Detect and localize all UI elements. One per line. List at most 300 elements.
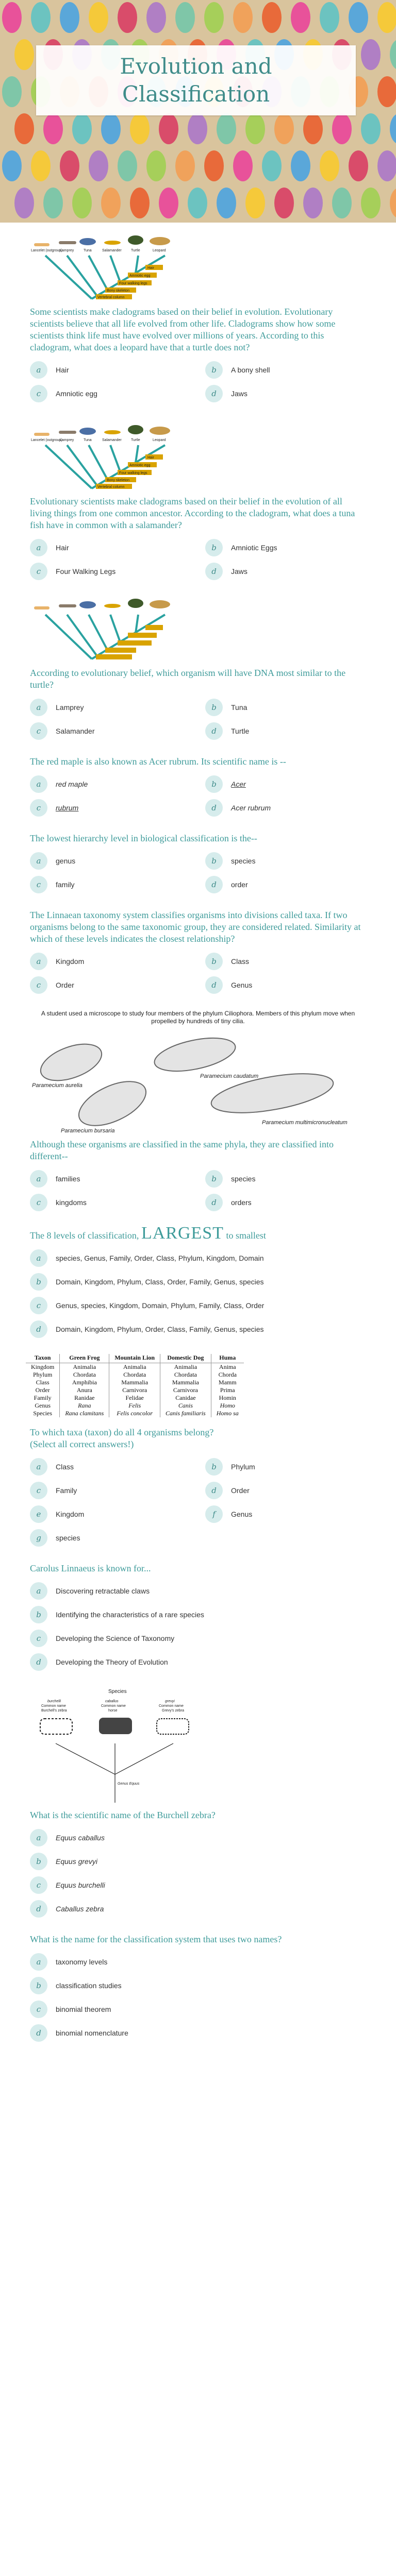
- q11-answer-d[interactable]: [30, 1900, 365, 1918]
- answer-text: species: [231, 857, 256, 865]
- choice-badge: d: [30, 1320, 47, 1338]
- clado1-label-3: Salamander: [102, 249, 122, 252]
- polka-dot: [2, 76, 22, 107]
- polka-dot: [31, 150, 51, 181]
- polka-dot: [89, 150, 108, 181]
- paramecium-label-multimicronucleatum: Paramecium multimicronucleatum: [262, 1120, 348, 1126]
- q1-answers: [30, 361, 366, 403]
- clado2-label-0: Lancelet (outgroup): [31, 438, 62, 442]
- answer-text: species: [56, 1534, 80, 1542]
- table-row: [26, 1371, 244, 1379]
- species-common-name-3: Grevy's zebra: [162, 1709, 184, 1713]
- species-common-label-3: Common name: [159, 1704, 184, 1708]
- clado2-label-3: Salamander: [102, 438, 122, 442]
- choice-badge: b: [30, 1977, 47, 1994]
- polka-dot: [14, 113, 34, 144]
- species-common-name-2: horse: [108, 1709, 118, 1713]
- answer-text: Equus burchelli: [56, 1881, 105, 1889]
- polka-dot: [233, 2, 253, 33]
- answer-text: Class: [231, 957, 250, 965]
- answer-text: Class: [56, 1463, 74, 1471]
- answer-text: Order: [56, 981, 74, 989]
- answer-text: orders: [231, 1198, 252, 1207]
- q11-answer-c[interactable]: [30, 1876, 365, 1894]
- table-cell: Mammalia: [109, 1379, 160, 1386]
- answer-text: red maple: [56, 780, 88, 788]
- choice-badge: a: [30, 1170, 47, 1188]
- q6-answer-d[interactable]: [205, 976, 365, 994]
- answer-text: Amniotic Eggs: [231, 544, 277, 552]
- taxonomy-header: Taxon: [26, 1354, 60, 1363]
- polka-dot: [303, 113, 323, 144]
- choice-badge: c: [30, 563, 47, 580]
- q4-answer-a[interactable]: [30, 775, 205, 793]
- polka-dot: [390, 188, 396, 218]
- choice-badge: b: [205, 852, 223, 870]
- q9-answer-c[interactable]: [30, 1481, 205, 1500]
- polka-dot: [303, 188, 323, 218]
- answer-text: Phylum: [231, 1463, 255, 1471]
- paramecium-aurelia-drawing: [36, 1037, 106, 1088]
- choice-badge: g: [30, 1529, 47, 1547]
- table-cell: Chordata: [109, 1371, 160, 1379]
- organism-icons: [34, 235, 170, 246]
- table-cell: Carnivora: [160, 1386, 211, 1394]
- choice-badge: c: [30, 799, 47, 817]
- q2-answer-a[interactable]: [30, 538, 205, 557]
- choice-badge: c: [30, 976, 47, 994]
- q6-answer-b[interactable]: [205, 952, 365, 971]
- table-cell: Amphibia: [60, 1379, 109, 1386]
- answer-text: Developing the Science of Taxonomy: [56, 1634, 175, 1642]
- lamprey-icon: [59, 431, 76, 434]
- choice-badge: a: [30, 1829, 47, 1846]
- q9-answer-b[interactable]: [205, 1458, 365, 1476]
- q2-answers: [30, 538, 366, 581]
- answer-text: Acer: [231, 780, 246, 788]
- lancelet-icon: [34, 433, 50, 436]
- q8-answer-c[interactable]: [30, 1296, 365, 1315]
- q2-prompt: Evolutionary scientists make cladograms based on their belief in the evolution of all living things from one common ancestor. According to the cladogram, what does a tuna fish have in common with a salamander?: [30, 496, 355, 530]
- species-sci-caballus: caballus: [105, 1700, 119, 1703]
- q8-answer-d[interactable]: [30, 1320, 365, 1338]
- answer-text: Genus: [231, 1510, 253, 1518]
- table-cell: Prima: [211, 1386, 244, 1394]
- table-cell: Canidae: [160, 1394, 211, 1402]
- choice-badge: d: [30, 1653, 47, 1671]
- choice-badge: c: [30, 722, 47, 740]
- clado1-label-1: Lamprey: [60, 249, 74, 252]
- table-cell: Felidae: [109, 1394, 160, 1402]
- polka-dot: [130, 188, 150, 218]
- q12-answer-c[interactable]: [30, 2000, 365, 2019]
- q8-prompt: [30, 1224, 366, 1243]
- q8-answer-a[interactable]: [30, 1249, 365, 1267]
- clado2-trait-1: Amniotic egg: [129, 464, 151, 467]
- choice-badge: d: [205, 1482, 223, 1499]
- answer-text: genus: [56, 857, 76, 865]
- taxonomy-header-row: [26, 1354, 244, 1363]
- table-cell: Rana: [60, 1402, 109, 1410]
- q9-answer-e[interactable]: [30, 1505, 205, 1523]
- answer-text: Developing the Theory of Evolution: [56, 1658, 168, 1666]
- taxonomy-table: [26, 1354, 244, 1417]
- page-title-line-2: Classification: [122, 81, 270, 107]
- choice-badge: a: [30, 1458, 47, 1476]
- answer-text: Tuna: [231, 703, 248, 711]
- table-cell: Mamm: [211, 1379, 244, 1386]
- polka-dot: [146, 2, 166, 33]
- clado1-label-5: Leopard: [153, 249, 166, 252]
- choice-badge: d: [30, 2024, 47, 2042]
- answer-text: binomial nomenclature: [56, 2029, 128, 2037]
- q4-answers: [30, 775, 366, 817]
- answer-text: Discovering retractable claws: [56, 1587, 150, 1595]
- answer-text: Equus caballus: [56, 1834, 105, 1842]
- q6-answer-a[interactable]: [30, 952, 205, 971]
- q2-answer-b[interactable]: [205, 538, 365, 557]
- lamprey-icon: [59, 604, 76, 607]
- q3-answer-b[interactable]: [205, 698, 365, 717]
- q12-answer-d[interactable]: [30, 2024, 365, 2042]
- answer-text: Identifying the characteristics of a rare species: [56, 1611, 204, 1619]
- q12-answer-a[interactable]: [30, 1953, 365, 1971]
- answer-text: Kingdom: [56, 957, 85, 965]
- polka-dot: [274, 188, 294, 218]
- q2-answer-c[interactable]: [30, 562, 205, 581]
- leopard-icon: [150, 600, 170, 608]
- q10-prompt: Carolus Linnaeus is known for...: [30, 1563, 151, 1573]
- polka-dot: [361, 188, 381, 218]
- q7-prompt: Although these organisms are classified in the same phyla, they are classified into different--: [30, 1139, 334, 1161]
- q7-answer-b[interactable]: [205, 1170, 365, 1188]
- answer-text: Family: [56, 1486, 77, 1495]
- polka-dot: [188, 113, 207, 144]
- turtle-icon: [128, 599, 143, 608]
- choice-badge: d: [205, 385, 223, 402]
- answer-text: Amniotic egg: [56, 389, 97, 398]
- table-cell: Ranidae: [60, 1394, 109, 1402]
- q7-answer-a[interactable]: [30, 1170, 205, 1188]
- q4-answer-b[interactable]: [205, 775, 365, 793]
- burchells-zebra-icon: [40, 1719, 72, 1734]
- choice-badge: a: [30, 953, 47, 970]
- q6-prompt: The Linnaean taxonomy system classifies organisms into divisions called taxa. If two organisms belong to the same taxonomic group, they are considered related. Similarity at which of these levels indicates the closest relationship?: [30, 910, 361, 944]
- answer-text: Jaws: [231, 389, 248, 398]
- header-banner: [0, 0, 396, 223]
- q9-answer-a[interactable]: [30, 1458, 205, 1476]
- q1-answer-a[interactable]: [30, 361, 205, 379]
- table-cell: Chordata: [60, 1371, 109, 1379]
- table-cell: Felis: [109, 1402, 160, 1410]
- q8-prompt-post: to smallest: [223, 1230, 266, 1241]
- polka-dot: [60, 2, 79, 33]
- polka-dot: [349, 2, 368, 33]
- polka-dot: [291, 2, 310, 33]
- q12-answer-b[interactable]: [30, 1976, 365, 1995]
- q10-answer-b[interactable]: [30, 1605, 365, 1624]
- choice-badge: c: [30, 1482, 47, 1499]
- paramecium-figure: [30, 1031, 365, 1134]
- horse-icon: [99, 1718, 132, 1734]
- choice-badge: d: [205, 1194, 223, 1211]
- equus-species-figure: [30, 1687, 200, 1805]
- choice-badge: b: [205, 775, 223, 793]
- answer-text: Hair: [56, 544, 69, 552]
- q4-answer-c[interactable]: [30, 799, 205, 817]
- polka-dot: [217, 188, 236, 218]
- choice-badge: a: [30, 1953, 47, 1971]
- choice-badge: b: [30, 1273, 47, 1291]
- polka-dot: [101, 188, 121, 218]
- organism-icons: [34, 425, 170, 436]
- clado1-trait-1: Amniotic egg: [129, 274, 151, 278]
- table-cell: Chorda: [211, 1371, 244, 1379]
- table-cell: Species: [33, 1410, 52, 1417]
- choice-badge: a: [30, 852, 47, 870]
- polka-dot: [101, 113, 121, 144]
- table-cell: Anima: [211, 1363, 244, 1371]
- paramecium-label-aurelia: Paramecium aurelia: [32, 1082, 82, 1089]
- table-row: [26, 1410, 244, 1417]
- q1-prompt: Some scientists make cladograms based on their belief in evolution. Evolutionary scientists believe that all life evolved from other life. Cladograms show how some scientists think life must have evolved over millions of years. According to this cladogram, what does a leopard have that a turtle does not?: [30, 307, 336, 352]
- polka-dot: [361, 113, 381, 144]
- q8-prompt-big: LARGEST: [141, 1224, 224, 1243]
- polka-dot: [72, 188, 92, 218]
- polka-dot: [390, 113, 396, 144]
- answer-text: taxonomy levels: [56, 1958, 108, 1966]
- polka-dot: [349, 150, 368, 181]
- answer-text: rubrum: [56, 804, 79, 812]
- q8-answer-b[interactable]: [30, 1273, 365, 1291]
- grevys-zebra-icon: [157, 1719, 189, 1734]
- organism-icons: [34, 599, 170, 609]
- q10-answer-c[interactable]: [30, 1629, 365, 1648]
- table-cell: Canis familiaris: [160, 1410, 211, 1417]
- q11-prompt: What is the scientific name of the Burchell zebra?: [30, 1810, 216, 1820]
- q9-prompt-line-2: (Select all correct answers!): [30, 1439, 134, 1449]
- answer-text: kingdoms: [56, 1198, 87, 1207]
- cladogram-figure-2: [30, 418, 200, 492]
- answer-text: Domain, Kingdom, Phylum, Order, Class, Family, Genus, species: [56, 1325, 264, 1333]
- q2-answer-d[interactable]: [205, 562, 365, 581]
- table-cell: Homo: [211, 1402, 244, 1410]
- polka-dot: [146, 150, 166, 181]
- species-common-name-1: Burchell's zebra: [41, 1709, 67, 1713]
- polka-dot: [2, 2, 22, 33]
- species-sci-burchelli: burchelli: [47, 1700, 61, 1703]
- equid-silhouettes: [40, 1718, 189, 1734]
- q10-answers: [30, 1582, 366, 1671]
- choice-badge: a: [30, 539, 47, 556]
- clado1-trait-3: Bony skeleton: [107, 289, 129, 293]
- polka-dot: [60, 150, 79, 181]
- answer-text: family: [56, 880, 75, 889]
- choice-badge: a: [30, 775, 47, 793]
- clado2-trait-3: Bony skeleton: [107, 479, 129, 482]
- q12-prompt: What is the name for the classification system that uses two names?: [30, 1934, 282, 1944]
- species-common-label-1: Common name: [41, 1704, 66, 1708]
- choice-badge: c: [30, 1876, 47, 1894]
- q9-answer-g[interactable]: [30, 1529, 205, 1547]
- q5-answer-d[interactable]: [205, 875, 365, 894]
- choice-badge: d: [205, 799, 223, 817]
- tuna-icon: [79, 238, 96, 245]
- polka-dot: [291, 150, 310, 181]
- clado1-trait-0: Hair: [147, 266, 154, 270]
- table-cell: Class: [36, 1379, 50, 1386]
- polka-dot: [233, 150, 253, 181]
- table-cell: Animalia: [60, 1363, 109, 1371]
- clado1-label-4: Turtle: [131, 249, 140, 252]
- q9-answers: [30, 1458, 366, 1547]
- polka-dot: [262, 2, 282, 33]
- taxonomy-header: Mountain Lion: [109, 1354, 160, 1363]
- lamprey-icon: [59, 241, 76, 244]
- polka-dot: [89, 2, 108, 33]
- q8-answers: [30, 1249, 366, 1338]
- turtle-icon: [128, 425, 143, 434]
- q1-answer-c[interactable]: [30, 384, 205, 403]
- clado1-trait-2: Four walking legs: [119, 282, 147, 285]
- choice-badge: e: [30, 1505, 47, 1523]
- polka-dot: [72, 113, 92, 144]
- clado2-trait-0: Hair: [147, 456, 154, 460]
- answer-text: Genus: [231, 981, 253, 989]
- table-cell: Carnivora: [109, 1386, 160, 1394]
- q5-answer-b[interactable]: [205, 852, 365, 870]
- turtle-icon: [128, 235, 143, 245]
- clado3-trait-markers: [96, 625, 163, 659]
- taxonomy-header: Huma: [211, 1354, 244, 1363]
- q1-answer-d[interactable]: [205, 384, 365, 403]
- cladogram-figure-3: [30, 596, 200, 663]
- choice-badge: b: [205, 539, 223, 556]
- choice-badge: b: [205, 1170, 223, 1188]
- q3-answer-d[interactable]: [205, 722, 365, 740]
- polka-dot: [118, 150, 137, 181]
- polka-dot: [320, 2, 339, 33]
- q10-answer-a[interactable]: [30, 1582, 365, 1600]
- polka-dot: [188, 188, 207, 218]
- polka-dot: [377, 76, 396, 107]
- q9-prompt-line-1: To which taxa (taxon) do all 4 organisms belong?: [30, 1427, 214, 1437]
- q5-answer-c[interactable]: [30, 875, 205, 894]
- polka-dot: [14, 188, 34, 218]
- answer-text: Turtle: [231, 727, 250, 735]
- polka-dot: [204, 150, 224, 181]
- q1-answer-b[interactable]: [205, 361, 365, 379]
- q5-answer-a[interactable]: [30, 852, 205, 870]
- q7-answers: [30, 1170, 366, 1212]
- polka-dot: [361, 39, 381, 70]
- answer-text: species: [231, 1175, 256, 1183]
- polka-dot: [118, 2, 137, 33]
- polka-dot: [217, 113, 236, 144]
- lancelet-icon: [34, 606, 50, 609]
- table-cell: Homin: [211, 1394, 244, 1402]
- polka-dot: [130, 113, 150, 144]
- answer-text: Domain, Kingdom, Phylum, Class, Order, Family, Genus, species: [56, 1278, 264, 1286]
- table-row: [26, 1379, 244, 1386]
- q3-answer-a[interactable]: [30, 698, 205, 717]
- polka-dot: [262, 150, 282, 181]
- q4-prompt: The red maple is also known as Acer rubrum. Its scientific name is --: [30, 756, 286, 767]
- q10-answer-d[interactable]: [30, 1653, 365, 1671]
- polka-dot: [43, 113, 63, 144]
- equus-tree-lines: [56, 1743, 173, 1803]
- polka-dot: [390, 39, 396, 70]
- q9-answer-d[interactable]: [205, 1481, 365, 1500]
- table-cell: Homo sa: [211, 1410, 244, 1417]
- table-cell: Animalia: [160, 1363, 211, 1371]
- choice-badge: b: [205, 361, 223, 379]
- polka-dot: [175, 2, 195, 33]
- q3-prompt: According to evolutionary belief, which organism will have DNA most similar to the turtle?: [30, 668, 346, 690]
- choice-badge: a: [30, 361, 47, 379]
- paramecium-label-caudatum: Paramecium caudatum: [200, 1073, 259, 1079]
- polka-dot: [14, 39, 34, 70]
- answer-text: Kingdom: [56, 1510, 85, 1518]
- answer-text: binomial theorem: [56, 2005, 111, 2013]
- q11-answer-b[interactable]: [30, 1852, 365, 1871]
- taxonomy-header: Green Frog: [60, 1354, 109, 1363]
- q7-answer-d[interactable]: [205, 1193, 365, 1212]
- q9-answer-f[interactable]: [205, 1505, 365, 1523]
- q3-answers: [30, 698, 366, 740]
- q4-answer-d[interactable]: [205, 799, 365, 817]
- q3-answer-c[interactable]: [30, 722, 205, 740]
- choice-badge: d: [205, 722, 223, 740]
- page-title-line-1: Evolution and: [120, 54, 272, 79]
- q11-answer-a[interactable]: [30, 1828, 365, 1847]
- answer-text: Equus grevyi: [56, 1857, 97, 1866]
- species-common-label-2: Common name: [101, 1704, 126, 1708]
- salamander-icon: [104, 430, 121, 434]
- lancelet-icon: [34, 243, 50, 246]
- answer-text: Order: [231, 1486, 250, 1495]
- choice-badge: c: [30, 876, 47, 893]
- q7-answer-c[interactable]: [30, 1193, 205, 1212]
- choice-badge: b: [205, 953, 223, 970]
- q6-answer-c[interactable]: [30, 976, 205, 994]
- worksheet-content: [0, 229, 396, 2042]
- table-row: [26, 1402, 244, 1410]
- q6-answers: [30, 952, 366, 994]
- title-card: [36, 45, 356, 115]
- choice-badge: c: [30, 1630, 47, 1647]
- table-cell: Canis: [160, 1402, 211, 1410]
- clado2-label-1: Lamprey: [60, 438, 74, 442]
- polka-dot: [274, 113, 294, 144]
- clado2-label-4: Turtle: [131, 438, 140, 442]
- table-row: [26, 1394, 244, 1402]
- species-heading: Species: [108, 1689, 127, 1694]
- table-row: [26, 1363, 244, 1371]
- table-cell: Animalia: [109, 1363, 160, 1371]
- leopard-icon: [150, 237, 170, 245]
- table-cell: Anura: [60, 1386, 109, 1394]
- choice-badge: b: [205, 1458, 223, 1476]
- cladogram-figure-1: [30, 229, 200, 302]
- clado1-trait-4: Vertebral column: [97, 296, 125, 299]
- choice-badge: a: [30, 699, 47, 716]
- polka-dot: [332, 113, 352, 144]
- choice-badge: c: [30, 1194, 47, 1211]
- polka-dot: [320, 150, 339, 181]
- table-cell: Rana clamitans: [60, 1410, 109, 1417]
- answer-text: families: [56, 1175, 80, 1183]
